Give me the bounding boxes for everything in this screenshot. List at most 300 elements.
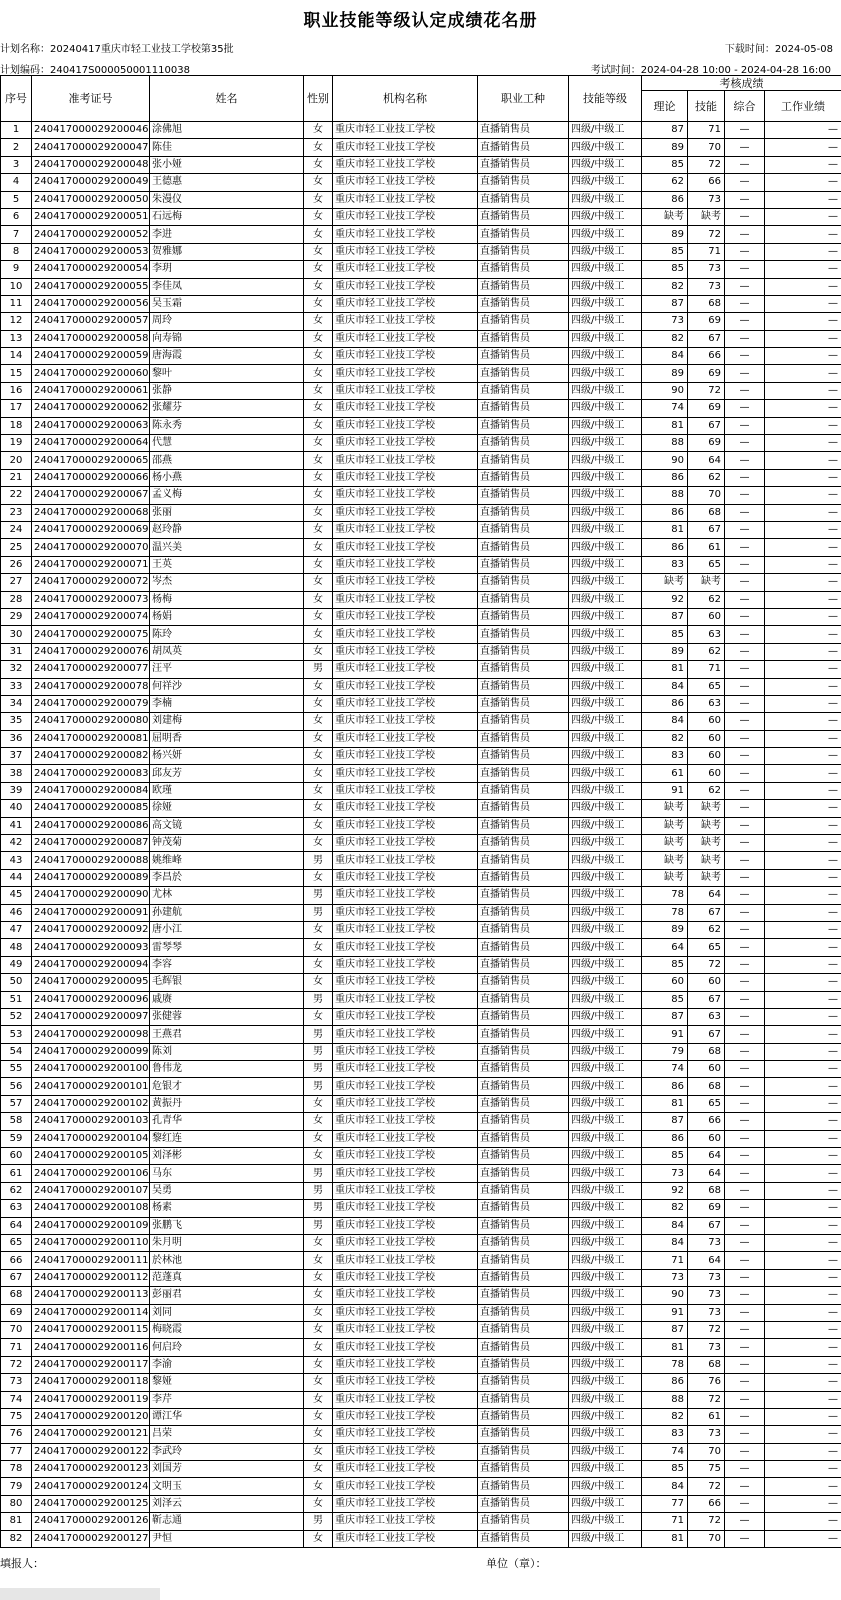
seq-cell: 40 [1,800,32,817]
seq-cell: 75 [1,1408,32,1425]
work-cell: — [765,1478,841,1495]
ticket-cell: 240417000029200119 [32,1391,150,1408]
level-cell: 四级/中级工 [569,782,642,799]
overall-cell: — [725,1148,765,1165]
theory-cell: 82 [642,1408,688,1425]
theory-cell: 90 [642,1287,688,1304]
ticket-cell: 240417000029200061 [32,382,150,399]
job-cell: 直播销售员 [478,1461,569,1478]
seq-cell: 30 [1,626,32,643]
level-cell: 四级/中级工 [569,713,642,730]
ticket-cell: 240417000029200108 [32,1200,150,1217]
level-cell: 四级/中级工 [569,208,642,225]
overall-cell: — [725,939,765,956]
name-cell: 戚赓 [150,991,304,1008]
work-cell: — [765,974,841,991]
table-row [1,1530,841,1547]
org-cell: 重庆市轻工业技工学校 [333,626,478,643]
gender-cell: 男 [304,1026,333,1043]
header-name: 姓名 [150,76,304,122]
gender-cell: 女 [304,835,333,852]
gender-cell: 女 [304,1235,333,1252]
overall-cell: — [725,1235,765,1252]
seq-cell: 39 [1,782,32,799]
level-cell: 四级/中级工 [569,626,642,643]
level-cell: 四级/中级工 [569,1113,642,1130]
seq-cell: 59 [1,1130,32,1147]
table-row [1,1026,841,1043]
table-row [1,1461,841,1478]
job-cell: 直播销售员 [478,1061,569,1078]
gender-cell: 女 [304,452,333,469]
name-cell: 向寿锦 [150,330,304,347]
theory-cell: 86 [642,1130,688,1147]
level-cell: 四级/中级工 [569,122,642,139]
job-cell: 直播销售员 [478,208,569,225]
overall-cell: — [725,400,765,417]
org-cell: 重庆市轻工业技工学校 [333,295,478,312]
overall-cell: — [725,643,765,660]
name-cell: 范蓬真 [150,1269,304,1286]
seq-cell: 7 [1,226,32,243]
ticket-cell: 240417000029200095 [32,974,150,991]
job-cell: 直播销售员 [478,852,569,869]
org-cell: 重庆市轻工业技工学校 [333,591,478,608]
name-cell: 吴玉霜 [150,295,304,312]
org-cell: 重庆市轻工业技工学校 [333,122,478,139]
table-row [1,556,841,573]
gender-cell: 女 [304,1478,333,1495]
work-cell: — [765,1530,841,1547]
name-cell: 李佳凤 [150,278,304,295]
skill-cell: 72 [688,1391,725,1408]
work-cell: — [765,191,841,208]
org-cell: 重庆市轻工业技工学校 [333,278,478,295]
seq-cell: 10 [1,278,32,295]
table-row [1,1165,841,1182]
skill-cell: 65 [688,939,725,956]
gender-cell: 女 [304,1443,333,1460]
gender-cell: 男 [304,852,333,869]
ticket-cell: 240417000029200058 [32,330,150,347]
level-cell: 四级/中级工 [569,956,642,973]
table-row [1,1391,841,1408]
gender-cell: 男 [304,1513,333,1530]
level-cell: 四级/中级工 [569,487,642,504]
ticket-cell: 240417000029200109 [32,1217,150,1234]
header-theory: 理论 [642,91,688,122]
overall-cell: — [725,226,765,243]
ticket-cell: 240417000029200097 [32,1008,150,1025]
table-row [1,156,841,173]
job-cell: 直播销售员 [478,521,569,538]
level-cell: 四级/中级工 [569,365,642,382]
gender-cell: 女 [304,1374,333,1391]
overall-cell: — [725,174,765,191]
skill-cell: 66 [688,174,725,191]
work-cell: — [765,591,841,608]
ticket-cell: 240417000029200083 [32,765,150,782]
org-cell: 重庆市轻工业技工学校 [333,1443,478,1460]
ticket-cell: 240417000029200105 [32,1148,150,1165]
job-cell: 直播销售员 [478,1200,569,1217]
work-cell: — [765,521,841,538]
skill-cell: 62 [688,591,725,608]
skill-cell: 67 [688,330,725,347]
table-row [1,174,841,191]
job-cell: 直播销售员 [478,730,569,747]
table-row [1,261,841,278]
header-work: 工作业绩 [765,91,841,122]
skill-cell: 71 [688,661,725,678]
seq-cell: 41 [1,817,32,834]
ticket-cell: 240417000029200111 [32,1252,150,1269]
work-cell: — [765,365,841,382]
skill-cell: 69 [688,400,725,417]
job-cell: 直播销售员 [478,782,569,799]
overall-cell: — [725,1026,765,1043]
skill-cell: 72 [688,156,725,173]
org-cell: 重庆市轻工业技工学校 [333,1391,478,1408]
level-cell: 四级/中级工 [569,521,642,538]
name-cell: 李芹 [150,1391,304,1408]
level-cell: 四级/中级工 [569,1269,642,1286]
overall-cell: — [725,1530,765,1547]
seq-cell: 52 [1,1008,32,1025]
table-row [1,1148,841,1165]
theory-cell: 73 [642,313,688,330]
overall-cell: — [725,748,765,765]
work-cell: — [765,817,841,834]
ticket-cell: 240417000029200099 [32,1043,150,1060]
job-cell: 直播销售员 [478,1513,569,1530]
job-cell: 直播销售员 [478,365,569,382]
name-cell: 唐小江 [150,921,304,938]
ticket-cell: 240417000029200118 [32,1374,150,1391]
theory-cell: 81 [642,1095,688,1112]
job-cell: 直播销售员 [478,939,569,956]
name-cell: 黎红连 [150,1130,304,1147]
job-cell: 直播销售员 [478,452,569,469]
level-cell: 四级/中级工 [569,330,642,347]
theory-cell: 83 [642,748,688,765]
work-cell: — [765,626,841,643]
job-cell: 直播销售员 [478,1426,569,1443]
gender-cell: 男 [304,1200,333,1217]
theory-cell: 81 [642,661,688,678]
work-cell: — [765,261,841,278]
work-cell: — [765,1235,841,1252]
seq-cell: 19 [1,435,32,452]
job-cell: 直播销售员 [478,991,569,1008]
overall-cell: — [725,713,765,730]
skill-cell: 76 [688,1374,725,1391]
gender-cell: 女 [304,1304,333,1321]
overall-cell: — [725,695,765,712]
theory-cell: 缺考 [642,574,688,591]
skill-cell: 68 [688,295,725,312]
ticket-cell: 240417000029200055 [32,278,150,295]
work-cell: — [765,348,841,365]
level-cell: 四级/中级工 [569,435,642,452]
name-cell: 温兴美 [150,539,304,556]
work-cell: — [765,765,841,782]
level-cell: 四级/中级工 [569,1008,642,1025]
level-cell: 四级/中级工 [569,1478,642,1495]
job-cell: 直播销售员 [478,591,569,608]
org-cell: 重庆市轻工业技工学校 [333,487,478,504]
seq-cell: 54 [1,1043,32,1060]
theory-cell: 85 [642,956,688,973]
table-row [1,1513,841,1530]
work-cell: — [765,208,841,225]
ticket-cell: 240417000029200113 [32,1287,150,1304]
gender-cell: 男 [304,1078,333,1095]
ticket-cell: 240417000029200092 [32,921,150,938]
name-cell: 张丽 [150,504,304,521]
table-row [1,678,841,695]
job-cell: 直播销售员 [478,1530,569,1547]
table-row [1,626,841,643]
skill-cell: 73 [688,1339,725,1356]
job-cell: 直播销售员 [478,695,569,712]
name-cell: 黄振丹 [150,1095,304,1112]
table-row [1,1304,841,1321]
skill-cell: 73 [688,1426,725,1443]
name-cell: 高文镜 [150,817,304,834]
theory-cell: 74 [642,1443,688,1460]
org-cell: 重庆市轻工业技工学校 [333,887,478,904]
work-cell: — [765,1269,841,1286]
seq-cell: 12 [1,313,32,330]
work-cell: — [765,695,841,712]
skill-cell: 64 [688,887,725,904]
org-cell: 重庆市轻工业技工学校 [333,139,478,156]
overall-cell: — [725,1078,765,1095]
skill-cell: 68 [688,504,725,521]
ticket-cell: 240417000029200051 [32,208,150,225]
skill-cell: 缺考 [688,835,725,852]
name-cell: 张健蓉 [150,1008,304,1025]
gender-cell: 女 [304,278,333,295]
ticket-cell: 240417000029200089 [32,869,150,886]
work-cell: — [765,243,841,260]
table-row [1,748,841,765]
ticket-cell: 240417000029200114 [32,1304,150,1321]
table-row [1,452,841,469]
org-cell: 重庆市轻工业技工学校 [333,1200,478,1217]
ticket-cell: 240417000029200090 [32,887,150,904]
level-cell: 四级/中级工 [569,139,642,156]
overall-cell: — [725,1426,765,1443]
ticket-cell: 240417000029200098 [32,1026,150,1043]
table-row [1,521,841,538]
skill-cell: 75 [688,1461,725,1478]
overall-cell: — [725,817,765,834]
overall-cell: — [725,1252,765,1269]
job-cell: 直播销售员 [478,1182,569,1199]
theory-cell: 缺考 [642,835,688,852]
job-cell: 直播销售员 [478,435,569,452]
table-row [1,1235,841,1252]
theory-cell: 92 [642,591,688,608]
name-cell: 刘国芳 [150,1461,304,1478]
theory-cell: 87 [642,608,688,625]
ticket-cell: 240417000029200073 [32,591,150,608]
work-cell: — [765,452,841,469]
level-cell: 四级/中级工 [569,591,642,608]
org-cell: 重庆市轻工业技工学校 [333,1113,478,1130]
name-cell: 刘建梅 [150,713,304,730]
work-cell: — [765,1008,841,1025]
work-cell: — [765,1304,841,1321]
job-cell: 直播销售员 [478,887,569,904]
name-cell: 梅晓霞 [150,1321,304,1338]
ticket-cell: 240417000029200115 [32,1321,150,1338]
level-cell: 四级/中级工 [569,1148,642,1165]
name-cell: 於林池 [150,1252,304,1269]
work-cell: — [765,1408,841,1425]
level-cell: 四级/中级工 [569,1339,642,1356]
skill-cell: 62 [688,782,725,799]
overall-cell: — [725,348,765,365]
level-cell: 四级/中级工 [569,295,642,312]
org-cell: 重庆市轻工业技工学校 [333,348,478,365]
table-row [1,1113,841,1130]
org-cell: 重庆市轻工业技工学校 [333,208,478,225]
ticket-cell: 240417000029200126 [32,1513,150,1530]
table-row [1,435,841,452]
org-cell: 重庆市轻工业技工学校 [333,1078,478,1095]
name-cell: 王燕君 [150,1026,304,1043]
gender-cell: 女 [304,574,333,591]
seq-cell: 9 [1,261,32,278]
level-cell: 四级/中级工 [569,1513,642,1530]
name-cell: 文明玉 [150,1478,304,1495]
job-cell: 直播销售员 [478,313,569,330]
level-cell: 四级/中级工 [569,991,642,1008]
job-cell: 直播销售员 [478,226,569,243]
level-cell: 四级/中级工 [569,608,642,625]
seq-cell: 18 [1,417,32,434]
skill-cell: 缺考 [688,208,725,225]
level-cell: 四级/中级工 [569,1495,642,1512]
ticket-cell: 240417000029200050 [32,191,150,208]
overall-cell: — [725,556,765,573]
overall-cell: — [725,382,765,399]
level-cell: 四级/中级工 [569,278,642,295]
name-cell: 李渝 [150,1356,304,1373]
seq-cell: 71 [1,1339,32,1356]
theory-cell: 90 [642,452,688,469]
name-cell: 杨梅 [150,591,304,608]
name-cell: 鲁伟龙 [150,1061,304,1078]
overall-cell: — [725,591,765,608]
ticket-cell: 240417000029200062 [32,400,150,417]
gender-cell: 女 [304,765,333,782]
gender-cell: 女 [304,469,333,486]
level-cell: 四级/中级工 [569,556,642,573]
level-cell: 四级/中级工 [569,1200,642,1217]
theory-cell: 89 [642,226,688,243]
skill-cell: 72 [688,382,725,399]
level-cell: 四级/中级工 [569,1356,642,1373]
work-cell: — [765,1374,841,1391]
seq-cell: 4 [1,174,32,191]
table-row [1,1200,841,1217]
theory-cell: 88 [642,1391,688,1408]
gender-cell: 女 [304,348,333,365]
org-cell: 重庆市轻工业技工学校 [333,1478,478,1495]
name-cell: 周玲 [150,313,304,330]
gender-cell: 女 [304,139,333,156]
overall-cell: — [725,261,765,278]
work-cell: — [765,295,841,312]
overall-cell: — [725,539,765,556]
table-row [1,817,841,834]
seq-cell: 55 [1,1061,32,1078]
job-cell: 直播销售员 [478,156,569,173]
overall-cell: — [725,1130,765,1147]
seq-cell: 49 [1,956,32,973]
level-cell: 四级/中级工 [569,800,642,817]
theory-cell: 71 [642,1252,688,1269]
theory-cell: 82 [642,730,688,747]
table-row [1,122,841,139]
work-cell: — [765,904,841,921]
table-row [1,695,841,712]
overall-cell: — [725,469,765,486]
gender-cell: 男 [304,1182,333,1199]
job-cell: 直播销售员 [478,921,569,938]
theory-cell: 85 [642,156,688,173]
theory-cell: 84 [642,1217,688,1234]
overall-cell: — [725,661,765,678]
seq-cell: 66 [1,1252,32,1269]
ticket-cell: 240417000029200112 [32,1269,150,1286]
skill-cell: 60 [688,765,725,782]
gender-cell: 女 [304,748,333,765]
gender-cell: 女 [304,1095,333,1112]
seq-cell: 27 [1,574,32,591]
sheet-scrollbar[interactable] [0,1588,160,1600]
header-skill: 技能 [688,91,725,122]
theory-cell: 82 [642,1200,688,1217]
table-row [1,539,841,556]
name-cell: 谭江华 [150,1408,304,1425]
seq-cell: 69 [1,1304,32,1321]
level-cell: 四级/中级工 [569,904,642,921]
org-cell: 重庆市轻工业技工学校 [333,1339,478,1356]
job-cell: 直播销售员 [478,748,569,765]
table-row [1,1043,841,1060]
overall-cell: — [725,504,765,521]
skill-cell: 68 [688,1043,725,1060]
work-cell: — [765,435,841,452]
overall-cell: — [725,800,765,817]
gender-cell: 男 [304,1217,333,1234]
theory-cell: 81 [642,1530,688,1547]
seq-cell: 37 [1,748,32,765]
name-cell: 刘泽云 [150,1495,304,1512]
gender-cell: 女 [304,295,333,312]
plan-name: 计划名称：20240417重庆市轻工业技工学校第35批 [0,44,234,55]
seq-cell: 3 [1,156,32,173]
gender-cell: 女 [304,1130,333,1147]
gender-cell: 女 [304,608,333,625]
gender-cell: 女 [304,243,333,260]
theory-cell: 84 [642,678,688,695]
